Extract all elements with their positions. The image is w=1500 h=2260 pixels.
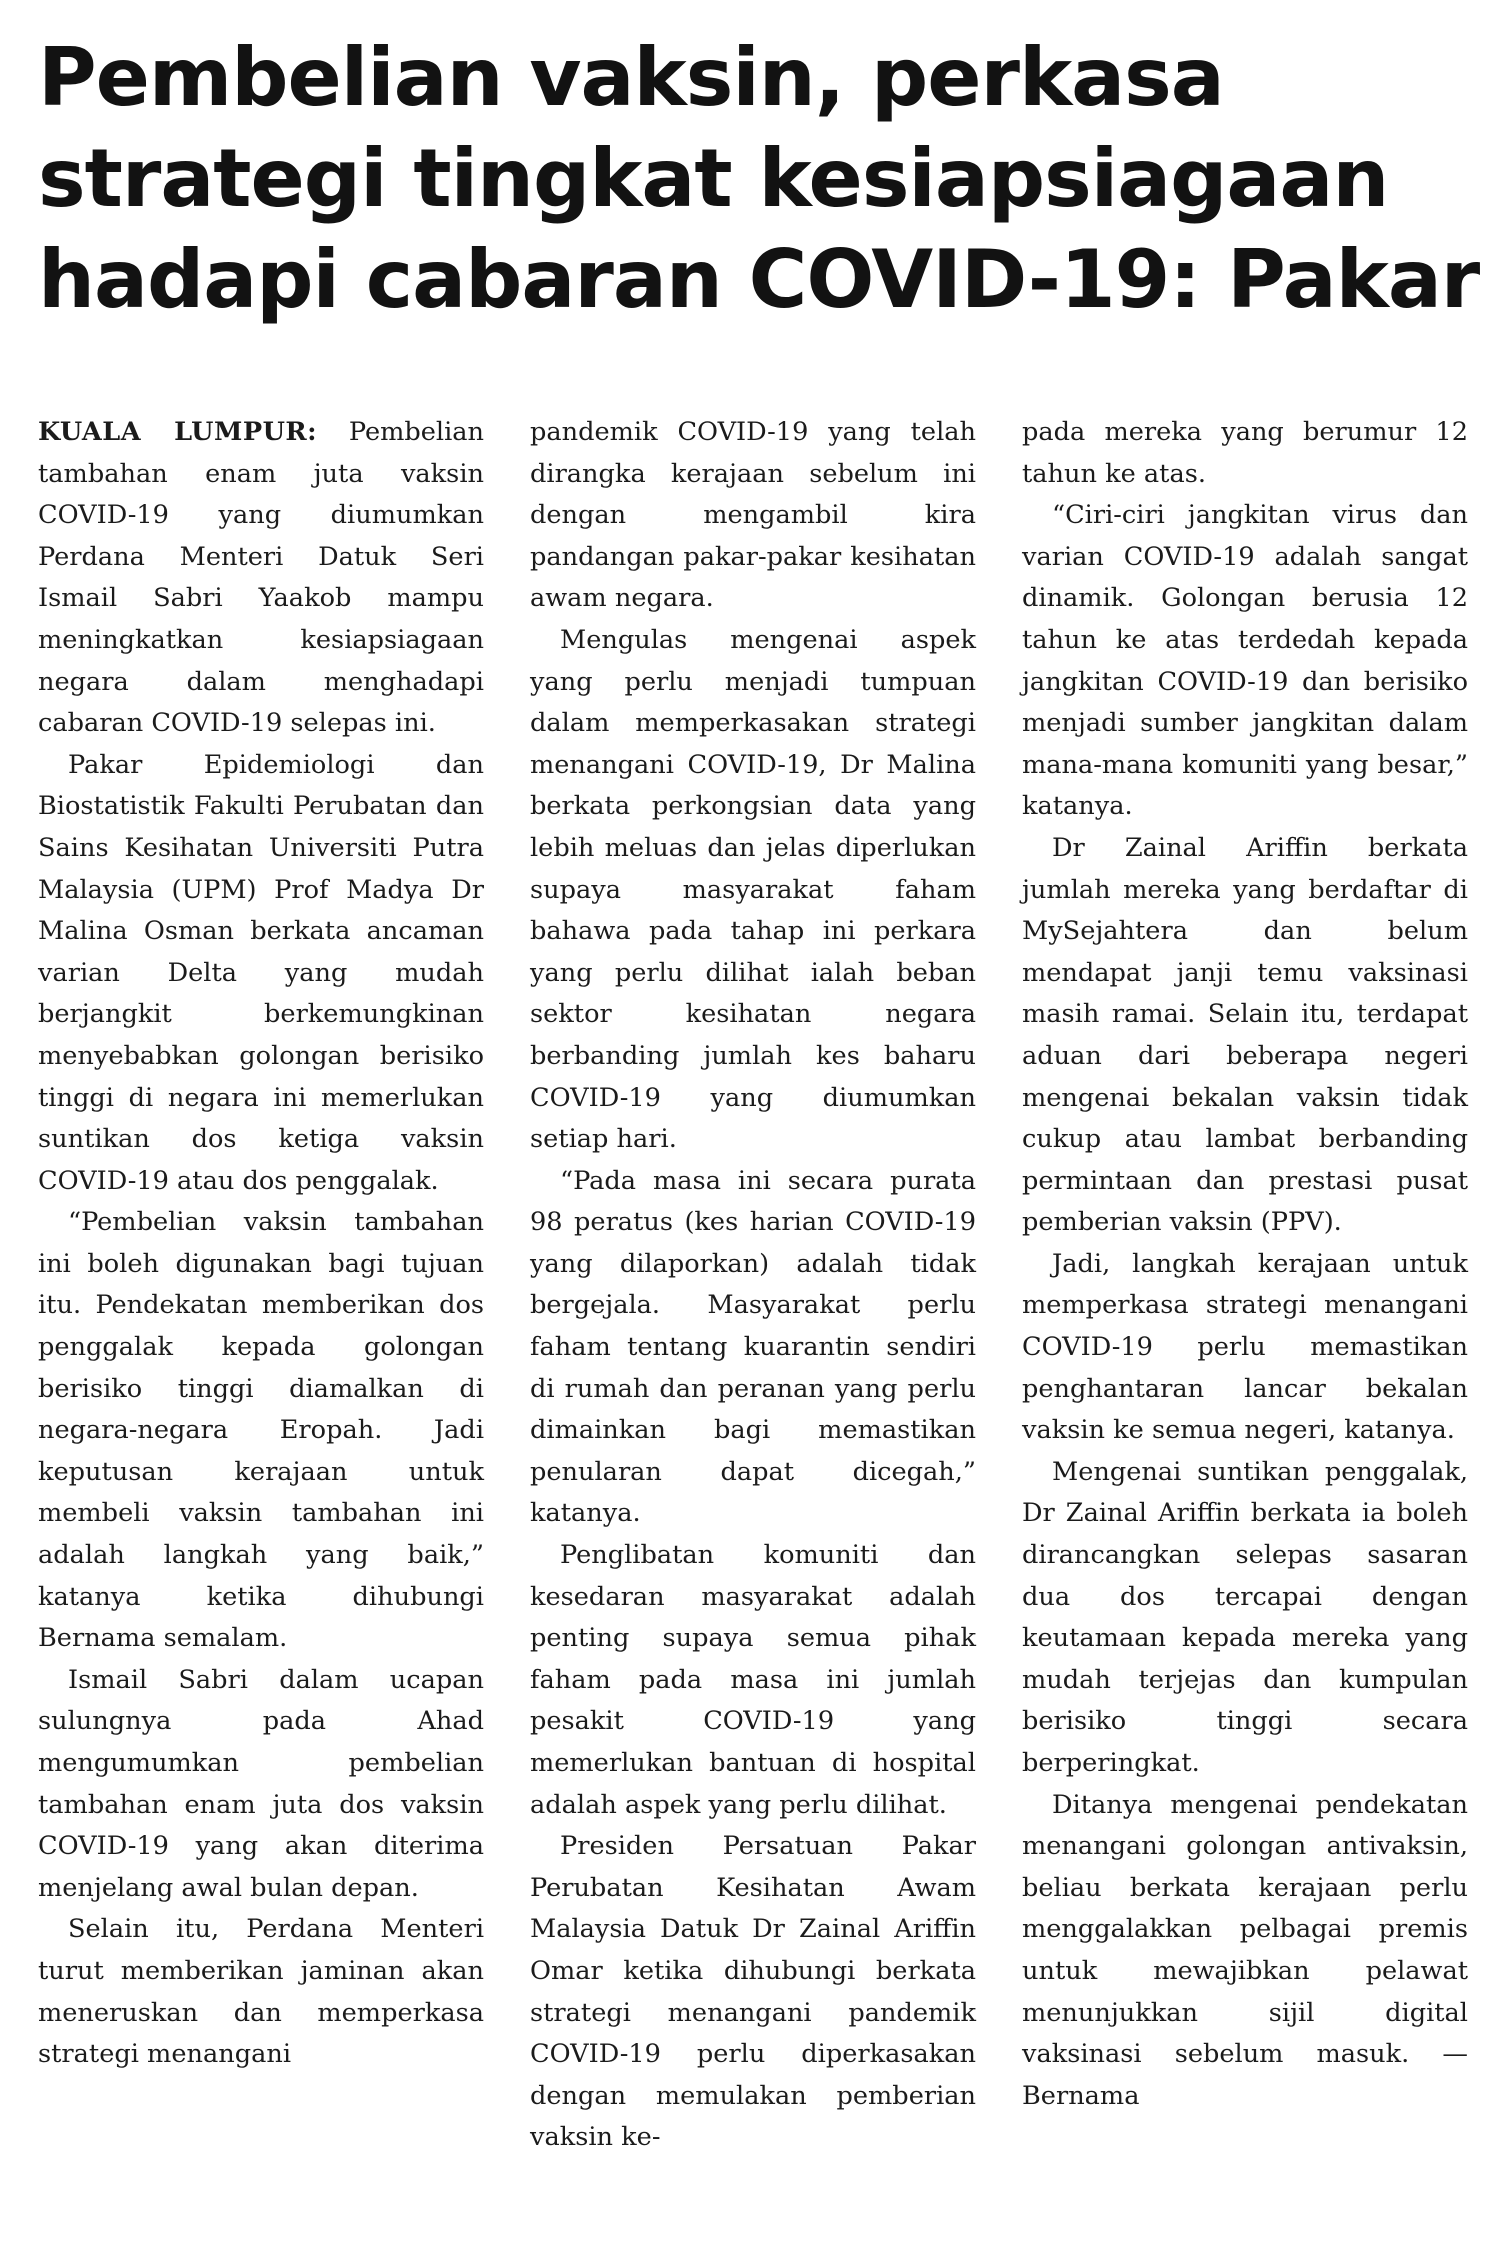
paragraph — [38, 412, 484, 745]
paragraph: pada mereka yang berumur 12 tahun ke atas. — [1022, 417, 1468, 489]
paragraph: Ditanya mengenai pendekatan menangani golongan antivaksin, beliau berkata kerajaan perlu menggalakkan pelbagai premis untuk mewajibkan pelawat menunjukkan sijil digital vaksinasi sebelum masuk. — Bernama — [1022, 1789, 1468, 2111]
paragraph: “Pembelian vaksin tambahan ini boleh digunakan bagi tujuan itu. Pendekatan memberikan dos penggalak kepada golongan berisiko tinggi diamalkan di negara-negara Eropah. Jadi keputusan kerajaan untuk membeli vaksin tambahan ini adalah langkah yang baik,” katanya ketika dihubungi Bernama semalam. — [38, 1207, 484, 1654]
headline-line-3: hadapi cabaran COVID-19: Pakar — [38, 232, 1480, 326]
column-2 — [530, 412, 976, 2159]
column-1 — [38, 412, 484, 2159]
paragraph: Mengenai suntikan penggalak, Dr Zainal Ariffin berkata ia boleh dirancangkan selepas sasaran dua dos tercapai dengan keutamaan kepada mereka yang mudah terjejas dan kumpulan berisiko tinggi secara berperingkat. — [1022, 1456, 1468, 1778]
paragraph: Ismail Sabri dalam ucapan sulungnya pada Ahad mengumumkan pembelian tambahan enam juta dos vaksin COVID-19 yang akan diterima menjelang awal bulan depan. — [38, 1664, 484, 1903]
paragraph: Selain itu, Perdana Menteri turut memberikan jaminan akan meneruskan dan memperkasa strategi menangani — [38, 1914, 484, 2070]
headline-line-1: Pembelian vaksin, perkasa — [38, 31, 1224, 124]
paragraph: pandemik COVID-19 yang telah dirangka kerajaan sebelum ini dengan mengambil kira pandangan pakar-pakar kesihatan awam negara. — [530, 417, 976, 614]
paragraph: “Ciri-ciri jangkitan virus dan varian COVID-19 adalah sangat dinamik. Golongan berusia 12 tahun ke atas terdedah kepada jangkitan COVID-19 dan berisiko menjadi sumber jangkitan dalam mana-mana komuniti yang besar,” katanya. — [1022, 500, 1468, 822]
dateline: KUALA LUMPUR: — [38, 417, 318, 447]
article-body — [38, 412, 1468, 2159]
paragraph-text: Pembelian tambahan enam juta vaksin COVID-19 yang diumumkan Perdana Menteri Datuk Seri Ismail Sabri Yaakob mampu meningkatkan kesiapsiagaan negara dalam menghadapi cabaran COVID-19 selepas ini. — [38, 417, 485, 739]
paragraph: Mengulas mengenai aspek yang perlu menjadi tumpuan dalam memperkasakan strategi menangani COVID-19, Dr Malina berkata perkongsian data yang lebih meluas dan jelas diperlukan supaya masyarakat faham bahawa pada tahap ini perkara yang perlu dilihat ialah beban sektor kesihatan negara berbanding jumlah kes baharu COVID-19 yang diumumkan setiap hari. — [530, 624, 976, 1155]
paragraph: Pakar Epidemiologi dan Biostatistik Fakulti Perubatan dan Sains Kesihatan Universiti Putra Malaysia (UPM) Prof Madya Dr Malina Osman berkata ancaman varian Delta yang mudah berjangkit berkemungkinan menyebabkan golongan berisiko tinggi di negara ini memerlukan suntikan dos ketiga vaksin COVID-19 atau dos penggalak. — [38, 749, 484, 1196]
column-3 — [1022, 412, 1468, 2159]
headline — [38, 28, 1480, 330]
paragraph: Presiden Persatuan Pakar Perubatan Kesihatan Awam Malaysia Datuk Dr Zainal Ariffin Omar ketika dihubungi berkata strategi menangani pandemik COVID-19 perlu diperkasakan dengan memulakan pemberian vaksin ke- — [530, 1831, 976, 2153]
headline-line-2: strategi tingkat kesiapsiagaan — [38, 131, 1389, 225]
paragraph: Penglibatan komuniti dan kesedaran masyarakat adalah penting supaya semua pihak faham pada masa ini jumlah pesakit COVID-19 yang memerlukan bantuan di hospital adalah aspek yang perlu dilihat. — [530, 1540, 976, 1820]
paragraph: Jadi, langkah kerajaan untuk memperkasa strategi menangani COVID-19 perlu memastikan penghantaran lancar bekalan vaksin ke semua negeri, katanya. — [1022, 1248, 1468, 1446]
paragraph: “Pada masa ini secara purata 98 peratus (kes harian COVID-19 yang dilaporkan) adalah tidak bergejala. Masyarakat perlu faham tentang kuarantin sendiri di rumah dan peranan yang perlu dimainkan bagi memastikan penularan dapat dicegah,” katanya. — [530, 1165, 976, 1529]
paragraph: Dr Zainal Ariffin berkata jumlah mereka yang berdaftar di MySejahtera dan belum mendapat janji temu vaksinasi masih ramai. Selain itu, terdapat aduan dari beberapa negeri mengenai bekalan vaksin tidak cukup atau lambat berbanding permintaan dan prestasi pusat pemberian vaksin (PPV). — [1022, 832, 1468, 1238]
